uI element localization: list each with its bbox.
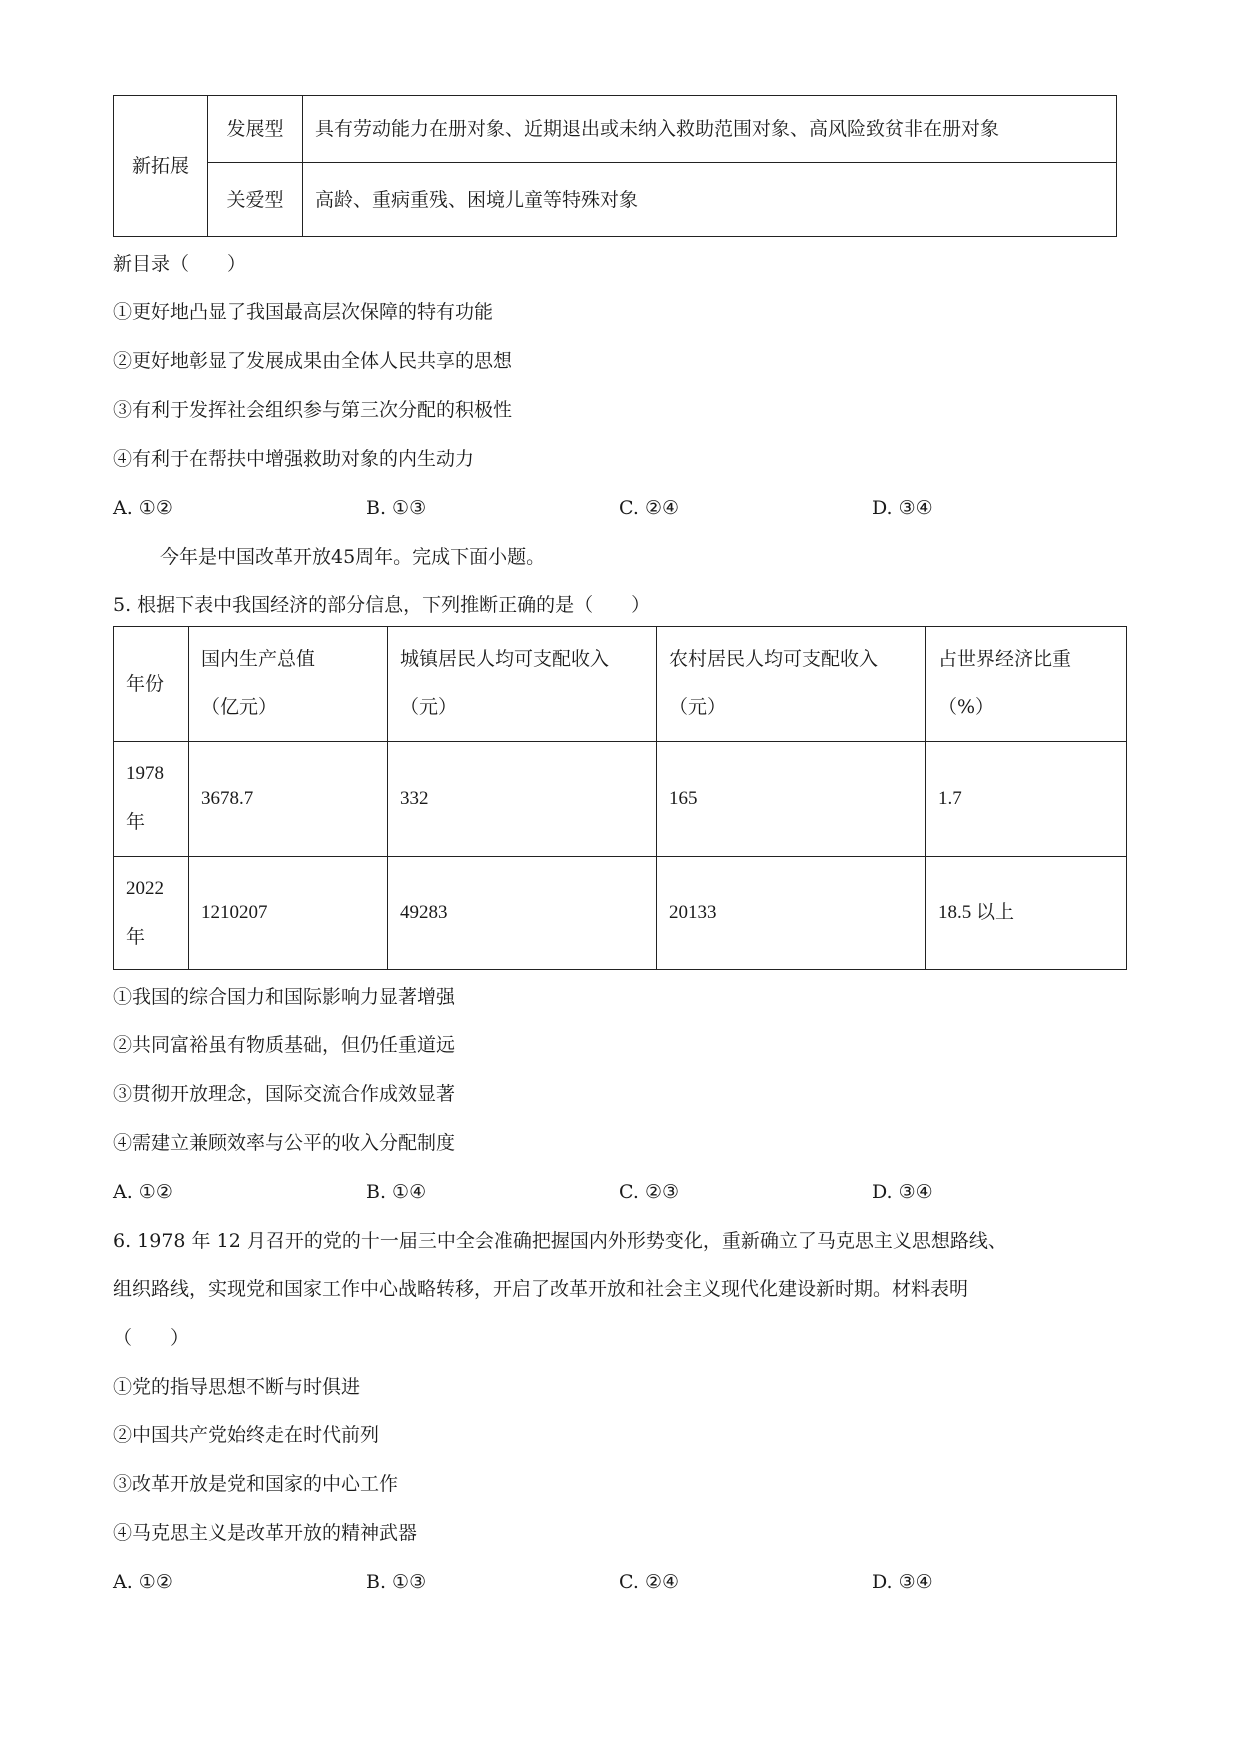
group-label: 新拓展 [131,155,189,177]
q5-item-1: ①我国的综合国力和国际影响力显著增强 [113,986,456,1008]
q5-item-3: ③贯彻开放理念，国际交流合作成效显著 [113,1083,456,1105]
q5-option-c[interactable]: C. ②③ [619,1181,680,1203]
header-year: 年份 [126,673,165,695]
year-cell [114,857,189,970]
desc-cell [303,163,1117,237]
header-urban-unit: （元） [400,696,458,718]
share-cell [926,857,1127,970]
gdp-cell [189,742,388,857]
type-cell [208,96,303,163]
desc-text: 具有劳动能力在册对象、近期退出或未纳入救助范围对象、高风险致贫非在册对象 [315,118,1000,140]
section-intro: 今年是中国改革开放45周年。完成下面小题。 [160,546,546,568]
header-cell [114,627,189,742]
q4-item-1: ①更好地凸显了我国最高层次保障的特有功能 [113,301,494,323]
year-value: 2022 [126,878,164,899]
share-value: 18.5 以上 [938,902,1015,923]
header-share: 占世界经济比重 [938,648,1072,670]
q4-option-a[interactable]: A. ①② [113,497,173,519]
year-cell [114,742,189,857]
gdp-cell [189,857,388,970]
assistance-table [113,95,1117,237]
q6-item-2: ②中国共产党始终走在时代前列 [113,1424,380,1446]
header-urban: 城镇居民人均可支配收入 [400,648,610,670]
q6-option-c[interactable]: C. ②④ [619,1571,680,1593]
urban-cell [388,857,657,970]
urban-cell [388,742,657,857]
q4-item-3: ③有利于发挥社会组织参与第三次分配的积极性 [113,399,513,421]
rural-cell [657,857,926,970]
header-share-unit: （%） [938,696,995,718]
gdp-value: 1210207 [201,902,268,923]
q4-item-2: ②更好地彰显了发展成果由全体人民共享的思想 [113,350,513,372]
header-gdp-unit: （亿元） [201,696,278,718]
group-label-cell [114,96,208,237]
year-suffix: 年 [126,926,146,948]
header-cell [189,627,388,742]
q4-option-d[interactable]: D. ③④ [872,497,933,519]
table-row [114,163,1117,237]
q6-option-d[interactable]: D. ③④ [872,1571,933,1593]
type-label: 发展型 [226,118,284,140]
header-cell [657,627,926,742]
share-value: 1.7 [938,788,962,809]
economy-table [113,626,1127,970]
rural-value: 20133 [669,902,717,923]
q6-option-b[interactable]: B. ①③ [366,1571,427,1593]
header-rural: 农村居民人均可支配收入 [669,648,879,670]
table-header-row [114,627,1127,742]
table-row [114,742,1127,857]
header-cell [926,627,1127,742]
rural-cell [657,742,926,857]
share-cell [926,742,1127,857]
q4-option-c[interactable]: C. ②④ [619,497,680,519]
q5-item-4: ④需建立兼顾效率与公平的收入分配制度 [113,1132,456,1154]
q4-stem-tail: 新目录（ ） [113,253,247,275]
q6-stem-line-3: （ ） [113,1327,190,1349]
type-cell [208,163,303,237]
year-suffix: 年 [126,811,146,833]
header-rural-unit: （元） [669,696,727,718]
q6-stem-line-1: 6. 1978 年 12 月召开的党的十一届三中全会准确把握国内外形势变化，重新确立了马克思主义思想路线、 [113,1230,1007,1252]
q6-stem-line-2: 组织路线，实现党和国家工作中心战略转移，开启了改革开放和社会主义现代化建设新时期。材料表明 [113,1278,969,1300]
q6-item-4: ④马克思主义是改革开放的精神武器 [113,1522,418,1544]
desc-cell [303,96,1117,163]
urban-value: 49283 [400,902,448,923]
q6-item-1: ①党的指导思想不断与时俱进 [113,1376,361,1398]
q6-item-3: ③改革开放是党和国家的中心工作 [113,1473,399,1495]
q5-option-d[interactable]: D. ③④ [872,1181,933,1203]
type-label: 关爱型 [226,188,284,211]
year-value: 1978 [126,763,164,784]
q5-option-a[interactable]: A. ①② [113,1181,173,1203]
header-gdp: 国内生产总值 [201,648,316,670]
table-row [114,857,1127,970]
q5-option-b[interactable]: B. ①④ [366,1181,427,1203]
rural-value: 165 [669,788,698,809]
q4-item-4: ④有利于在帮扶中增强救助对象的内生动力 [113,448,475,470]
q4-option-b[interactable]: B. ①③ [366,497,427,519]
desc-text: 高龄、重病重残、困境儿童等特殊对象 [315,188,639,211]
gdp-value: 3678.7 [201,788,254,809]
q6-option-a[interactable]: A. ①② [113,1571,173,1593]
q5-item-2: ②共同富裕虽有物质基础，但仍任重道远 [113,1034,456,1056]
urban-value: 332 [400,788,429,809]
header-cell [388,627,657,742]
q5-stem: 5. 根据下表中我国经济的部分信息，下列推断正确的是（ ） [113,594,651,616]
table-row [114,96,1117,163]
